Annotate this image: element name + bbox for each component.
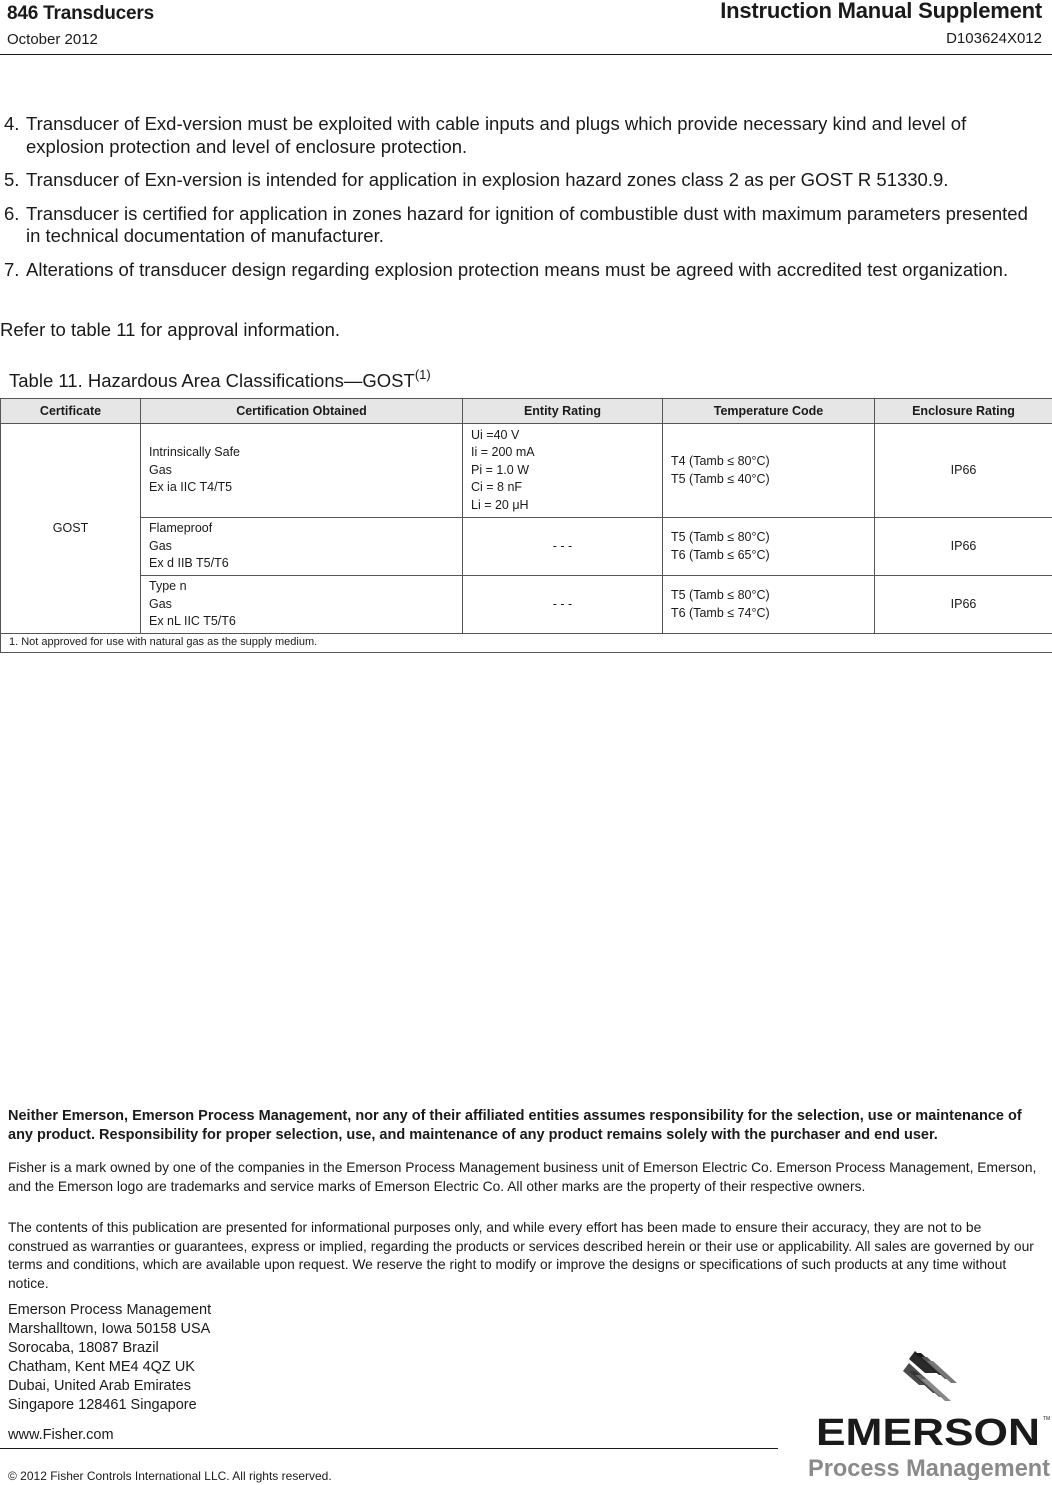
column-header: Certification Obtained	[141, 399, 463, 424]
cell-line: T5 (Tamb ≤ 80°C)	[671, 588, 770, 602]
list-item	[0, 203, 1045, 248]
list-number: 7.	[4, 258, 20, 280]
column-header: Certificate	[1, 399, 141, 424]
trademark-notice: Fisher is a mark owned by one of the companies in the Emerson Process Management business unit of Emerson Electric Co. Emerson Process Management, Emerson, and the Emerson logo are trademarks and service marks of Emerson Electric Co. All other marks are the property of their respective owners.	[8, 1160, 1037, 1194]
cell-line: Li = 20 μH	[471, 497, 529, 512]
cell-line: T6 (Tamb ≤ 74°C)	[671, 605, 770, 620]
address-line: Singapore 128461 Singapore	[8, 1397, 197, 1413]
cell-line: Ii = 200 mA	[471, 445, 535, 460]
address-line: Marshalltown, Iowa 50158 USA	[8, 1321, 211, 1337]
table-title	[9, 367, 431, 392]
cell-line: T6 (Tamb ≤ 65°C)	[671, 547, 770, 562]
cell-line: Ex ia IIC T4/T5	[149, 480, 233, 495]
table-title-note: (1)	[414, 367, 431, 382]
cell-line: T5 (Tamb ≤ 80°C)	[671, 530, 770, 544]
list-item	[0, 113, 1045, 158]
list-number: 4.	[4, 113, 20, 134]
column-header: Enclosure Rating	[875, 399, 1052, 424]
cell-line: Gas	[149, 462, 172, 477]
list-text: Alterations of transducer design regarding explosion protection means must be agreed with accredited test organization.	[26, 258, 1009, 280]
publication-date: October 2012	[7, 31, 98, 48]
cell-line: Ex d IIB T5/T6	[149, 556, 229, 571]
table-row	[1, 576, 1052, 634]
temperature-code-cell	[663, 424, 875, 518]
logo-wordmark: EMERSON	[816, 1412, 1040, 1454]
cell-line: Gas	[149, 538, 172, 553]
list-text: Transducer is certified for application in zones hazard for ignition of combustible dust with maximum parameters presented in technical documentation of manufacturer.	[26, 202, 1028, 246]
website-link[interactable]: www.Fisher.com	[8, 1427, 114, 1443]
logo-tagline: Process Management	[808, 1455, 1051, 1480]
company-addresses	[8, 1301, 211, 1415]
cell-line: Intrinsically Safe	[149, 445, 241, 460]
temperature-code-cell	[663, 576, 875, 634]
cell-line: T5 (Tamb ≤ 40°C)	[671, 471, 770, 486]
numbered-list	[0, 113, 1045, 292]
certification-obtained-cell	[141, 518, 463, 576]
list-text: Transducer of Exd-version must be exploited with cable inputs and plugs which provide necessary kind and level of explosion protection and level of enclosure protection.	[26, 113, 967, 157]
address-line: Sorocaba, 18087 Brazil	[8, 1340, 159, 1356]
table-header-row	[1, 399, 1052, 424]
cell-line: Ex nL IIC T5/T6	[149, 614, 236, 629]
hazardous-area-table	[0, 398, 1052, 653]
table-footnote: 1. Not approved for use with natural gas as the supply medium.	[1, 634, 1052, 653]
emerson-logo	[806, 1346, 1052, 1480]
column-header: Entity Rating	[463, 399, 663, 424]
cell-line: T4 (Tamb ≤ 80°C)	[671, 454, 770, 468]
entity-rating-cell	[463, 424, 663, 518]
copyright-notice: © 2012 Fisher Controls International LLC. All rights reserved.	[8, 1469, 332, 1483]
list-item	[0, 259, 1045, 282]
list-number: 6.	[4, 202, 20, 224]
cell-line: Type n	[149, 579, 187, 594]
cell-line: Pi = 1.0 W	[471, 462, 530, 477]
cell-line: Ci = 8 nF	[471, 480, 523, 495]
address-line: Chatham, Kent ME4 4QZ UK	[8, 1359, 195, 1375]
table-footnote-row	[1, 634, 1052, 653]
manual-title: Instruction Manual Supplement	[720, 0, 1042, 23]
column-header: Temperature Code	[663, 399, 875, 424]
enclosure-rating-cell: IP66	[875, 576, 1052, 634]
table-title-text: Table 11. Hazardous Area Classifications—GOST	[9, 370, 415, 391]
disclaimer: Neither Emerson, Emerson Process Management, nor any of their affiliated entities assumes responsibility for the selection, use or maintenance of any product. Responsibility for proper selection, use, and maintenance of any product remains solely with the purchaser and end user.	[8, 1108, 1022, 1143]
refer-text: Refer to table 11 for approval information.	[0, 319, 341, 340]
certification-obtained-cell	[141, 576, 463, 634]
temperature-code-cell	[663, 518, 875, 576]
enclosure-rating-cell: IP66	[875, 424, 1052, 518]
entity-rating-cell: - - -	[463, 518, 663, 576]
header-divider	[0, 54, 1052, 55]
entity-rating-cell: - - -	[463, 576, 663, 634]
product-title: 846 Transducers	[7, 3, 154, 24]
company-name: Emerson Process Management	[8, 1302, 212, 1318]
cell-line: Gas	[149, 596, 172, 611]
certificate-cell: GOST	[1, 424, 141, 634]
cell-line: Ui =40 V	[471, 427, 520, 442]
table-row	[1, 424, 1052, 518]
certification-obtained-cell	[141, 424, 463, 518]
list-text: Transducer of Exn-version is intended for application in explosion hazard zones class 2 as per GOST R 51330.9.	[26, 169, 949, 190]
table-row	[1, 518, 1052, 576]
document-number: D103624X012	[946, 30, 1042, 47]
footer-divider	[0, 1448, 778, 1449]
list-number: 5.	[4, 169, 20, 190]
enclosure-rating-cell: IP66	[875, 518, 1052, 576]
address-line: Dubai, United Arab Emirates	[8, 1378, 191, 1394]
list-item	[0, 169, 1045, 192]
emerson-mark-icon	[903, 1351, 957, 1401]
contents-notice: The contents of this publication are presented for informational purposes only, and while every effort has been made to ensure their accuracy, they are not to be construed as warranties or guarantees, express or implied, regarding the products or services described herein or their use or applicability. All sales are governed by our terms and conditions, which are available upon request. We reserve the right to modify or improve the designs or specifications of such products at any time without notice.	[8, 1220, 1034, 1291]
cell-line: Flameproof	[149, 521, 213, 536]
logo-tm: TM	[1043, 1416, 1051, 1422]
